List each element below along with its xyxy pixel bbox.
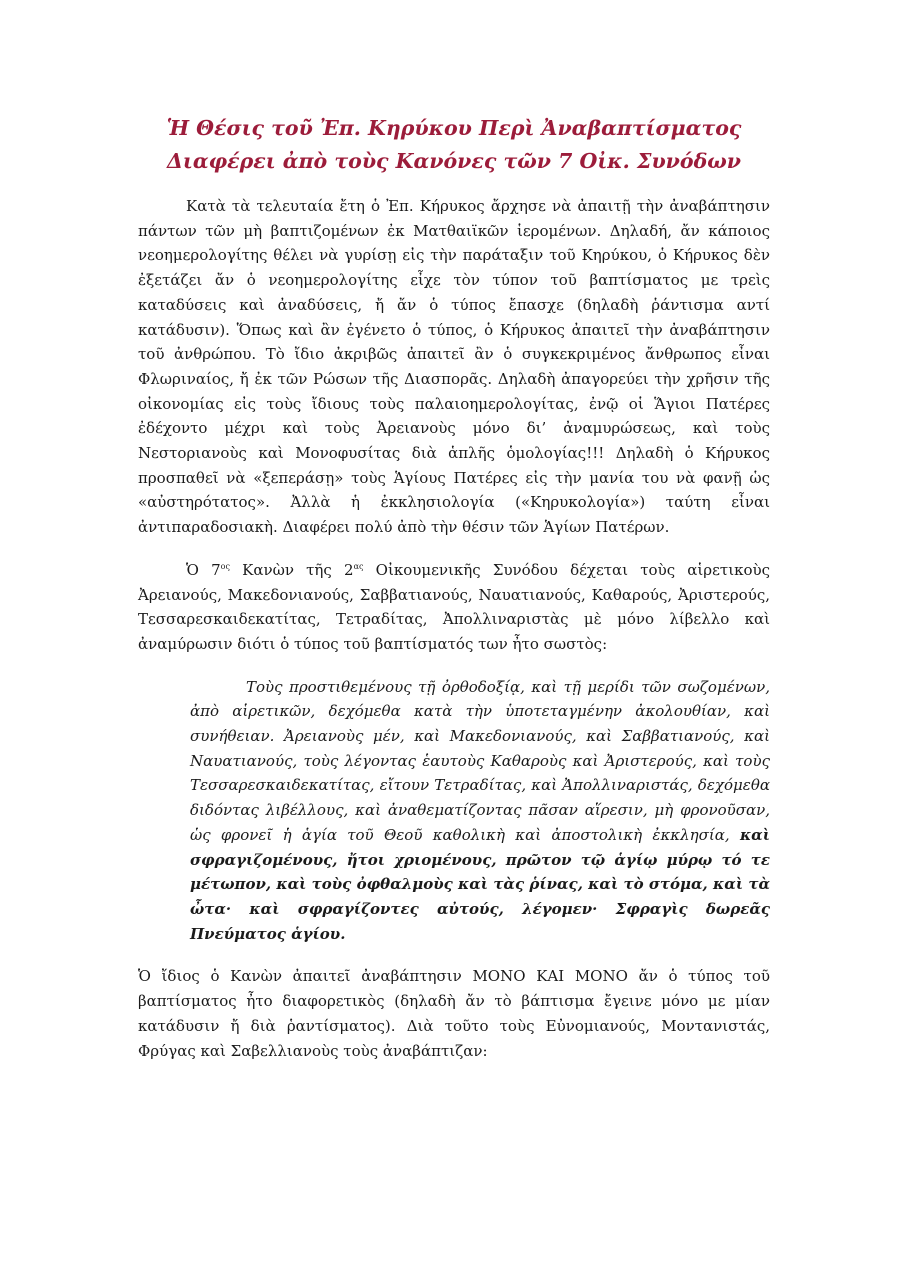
title-line-2: Διαφέρει ἀπὸ τοὺς Κανόνες τῶν 7 Οἰκ. Συνόδων [167,149,741,173]
paragraph-1: Κατὰ τὰ τελευταία ἔτη ὁ Ἐπ. Κήρυκος ἄρχησε νὰ ἀπαιτῇ τὴν ἀναβάπτησιν πάντων τῶν μὴ βαπτιζομένων ἐκ Ματθαιϊκῶν ἱερομένων. Δηλαδή, ἄν κάποιος νεοημερολογίτης θέλει νὰ γυρίσῃ εἰς τὴν παράταξιν τοῦ Κηρύκου, ὁ Κήρυκος δὲν ἐξετάζει ἄν ὁ νεοημερολογίτης εἶχε τὸν τύπον τοῦ βαπτίσματος με τρεὶς καταδύσεις καὶ ἀναδύσεις, ἤ ἄν ὁ τύπος ἔπασχε (δηλαδὴ ῥάντισμα αντί κατάδυσιν). Ὅπως καὶ ἂν ἐγένετο ὁ τύπος, ὁ Κήρυκος ἀπαιτεῖ τὴν ἀναβάπτησιν τοῦ ἀνθρώπου. Τὸ ἴδιο ἀκριβῶς ἀπαιτεῖ ἂν ὁ συγκεκριμένος ἄνθρωπος εἶναι Φλωριναίος, ἤ ἐκ τῶν Ρώσων τῆς Διασπορᾶς. Δηλαδὴ ἀπαγορεύει τὴν χρῆσιν τῆς οἰκονομίας εἰς τοὺς ἴδιους τοὺς παλαιοημερολογίτας, ἐνῷ οἱ Ἅγιοι Πατέρες ἐδέχοντο μέχρι καὶ τοὺς Ἀρειανοὺς μόνο δι’ ἀναμυρώσεως, καὶ τοὺς Νεστοριανοὺς καὶ Μονοφυσίτας διὰ ἁπλῆς ὁμολογίας!!! Δηλαδὴ ὁ Κήρυκος προσπαθεῖ νὰ «ξεπεράσῃ» τοὺς Ἁγίους Πατέρες εἰς τὴν μανία του νὰ φανῇ ὡς «αὐστηρότατος». Ἀλλὰ ἡ ἐκκλησιολογία («Κηρυκολογία») ταύτη εἶναι ἀντιπαραδοσιακὴ. Διαφέρει πολύ ἀπὸ τὴν θέσιν τῶν Ἁγίων Πατέρων. [138,197,770,537]
document-title [138,112,770,178]
canon-quote-paragraph [190,675,770,947]
ordinal-suffix-1: ος [220,561,230,571]
canon-quote-text: Τοὺς προστιθεμένους τῇ ὀρθοδοξίᾳ, καὶ τῇ μερίδι τῶν σωζομένων, ἀπὸ αἱρετικῶν, δεχόμεθα κατὰ τὴν ὑποτεταγμένην ἀκολουθίαν, καὶ συνήθειαν. Ἀρειανοὺς μέν, καὶ Μακεδονιανούς, καὶ Σαββατιανούς, καὶ Ναυατιανούς, τοὺς λέγοντας ἑαυτοὺς Καθαροὺς καὶ Ἀριστερούς, καὶ τοὺς Τεσσαρεσκαιδεκατίτας, εἴτουν Τετραδίτας, καὶ Ἀπολλιναριστάς, δεχόμεθα διδόντας λιβέλλους, καὶ ἀναθεματίζοντας πᾶσαν αἵρεσιν, μὴ φρονοῦσαν, ὡς φρονεῖ ἡ ἁγία τοῦ Θεοῦ καθολικὴ καὶ ἀποστολικὴ ἐκκλησία, [190,677,770,844]
title-line-1: Ἡ Θέσις τοῦ Ἐπ. Κηρύκου Περὶ Ἀναβαπτίσματος [166,116,742,140]
paragraph-3: Ὁ ἴδιος ὁ Κανὼν ἀπαιτεῖ ἀναβάπτησιν ΜΟΝΟ ΚΑΙ ΜΟΝΟ ἄν ὁ τύπος τοῦ βαπτίσματος ἦτο διαφορετικὸς (δηλαδὴ ἄν τὸ βάπτισμα ἔγεινε μόνο με μίαν κατάδυσιν ἤ διὰ ῥαντίσματος). Διὰ τοῦτο τοὺς Εὐνομιανούς, Μοντανιστάς, Φρύγας καὶ Σαβελλιανοὺς τοὺς ἀναβάπτιζαν: [138,967,770,1060]
document-page [138,112,770,1063]
paragraph-2-mid: Κανὼν τῆς 2 [229,560,354,579]
paragraph-2 [138,558,770,657]
ordinal-suffix-2: ας [353,561,364,571]
canon-quote-bold: καὶ σφραγιζομένους, ἤτοι χριομένους, πρῶτον τῷ ἁγίῳ μύρῳ τό τε μέτωπον, καὶ τοὺς ὀφθαλμοὺς καὶ τὰς ῥίνας, καὶ τὸ στόμα, καὶ τὰ ὦτα· καὶ σφραγίζοντες αὐτούς, λέγομεν· Σφραγὶς δωρεᾶς Πνεύματος ἁγίου. [190,825,770,943]
paragraph-2-lead: Ὁ 7 [186,560,221,579]
canon-quote [190,675,770,947]
paragraph-2-rest: Οἰκουμενικῆς Συνόδου δέχεται τοὺς αἱρετικοὺς Ἀρειανούς, Μακεδονιανούς, Σαββατιανούς, Ναυατιανούς, Καθαρούς, Ἀριστερούς, Τεσσαρεσκαιδεκατίτας, Τετραδίτας, Ἀπολλιναριστὰς μὲ μόνο λίβελλο καὶ ἀναμύρωσιν διότι ὁ τύπος τοῦ βαπτίσματός των ἦτο σωστὸς: [138,560,771,653]
